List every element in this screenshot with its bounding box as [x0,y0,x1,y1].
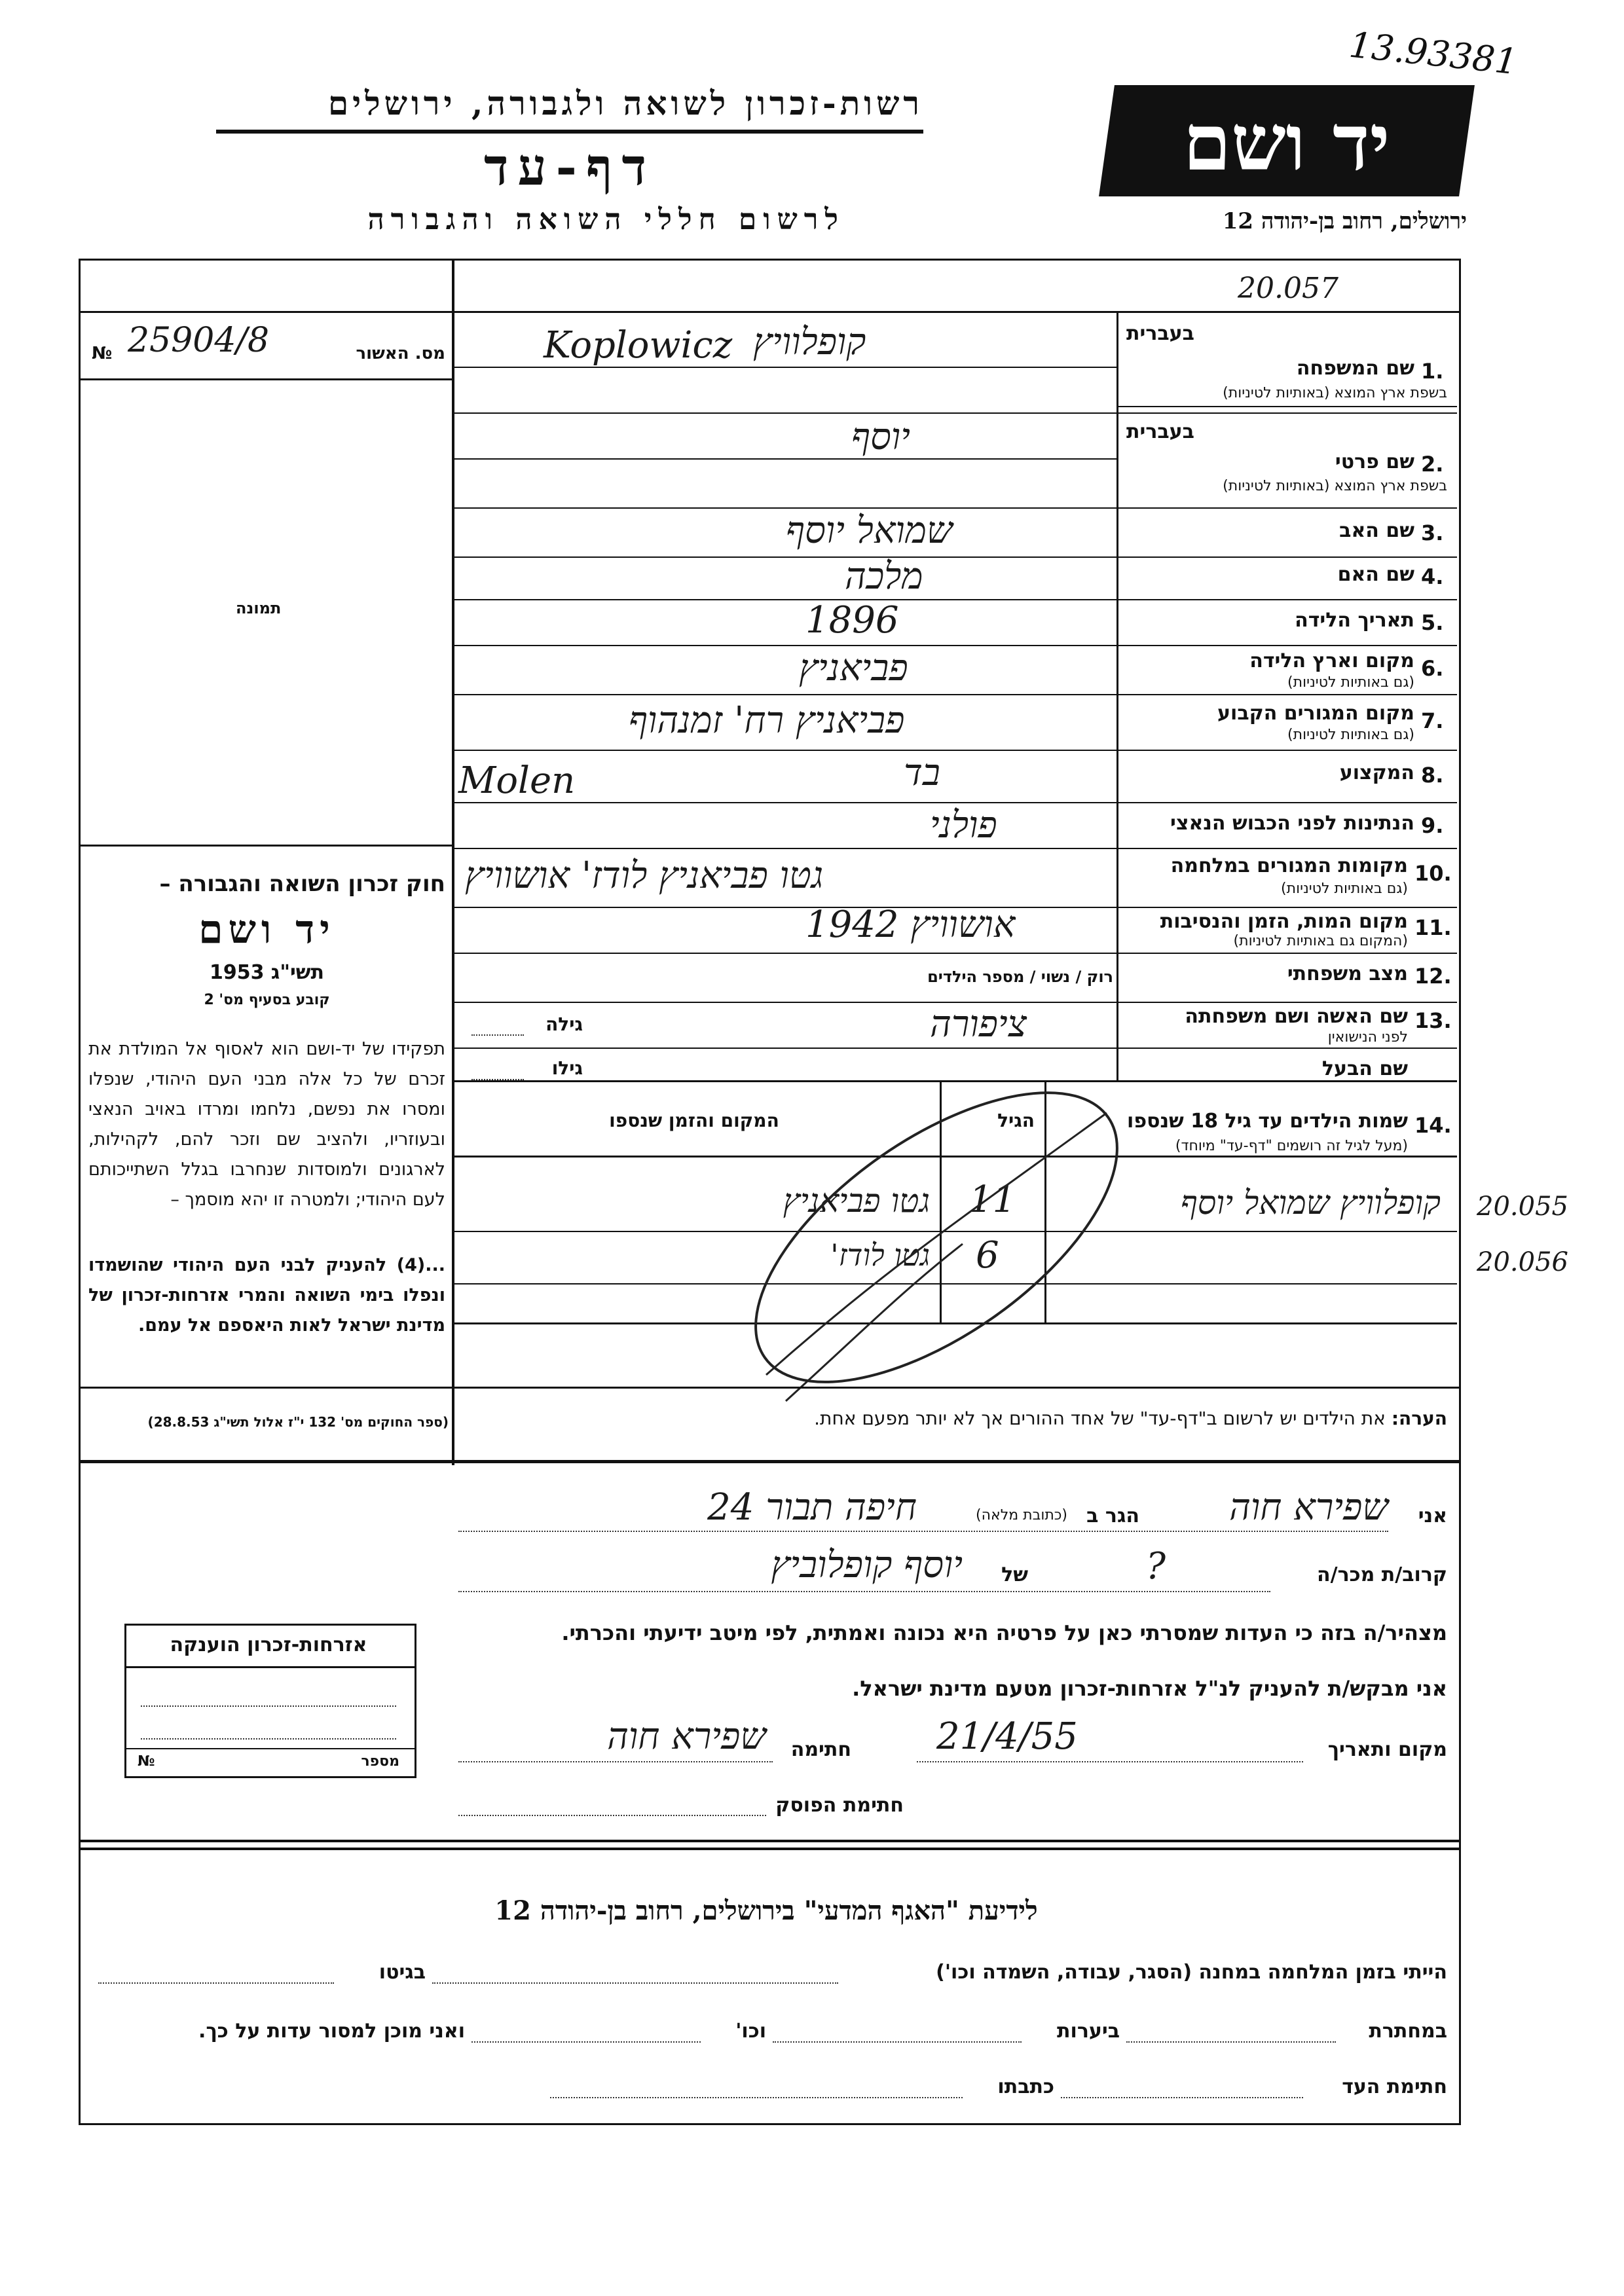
decl-address-value: חיפה תבור 24 [707,1486,917,1529]
field-12-label: מצב משפחתי [1287,962,1408,985]
field-2-sub: בשפת ארץ המוצא (באותיות לטיניות) [1223,478,1447,494]
margin-number-1: 20.055 [1477,1192,1568,1222]
field-6-label: מקום וארץ הלידה [1249,649,1414,672]
decl-resides-label: הגר ב [1086,1504,1139,1527]
approval-no-label: № [92,344,113,363]
field-3-label: שם האב [1339,519,1414,542]
photo-label: תמונה [236,599,282,617]
field-4-label: שם האם [1337,563,1414,586]
handwritten-scribble [688,1074,1185,1440]
field-6-number: 6. [1421,656,1444,681]
row-rule [454,694,1457,695]
top-right-number: 20.057 [1238,272,1338,305]
decl-i-label: אני [1418,1504,1447,1527]
field-7-label: מקום המגורים הקבוע [1217,702,1414,725]
footer-line2-b-dots [773,2041,1022,2043]
field-1-value-latin: Koplowicz [544,324,733,367]
decl-signature-line [458,1761,773,1762]
field-7-sub: (גם באותיות לטיניות) [1287,727,1414,743]
field-8-number: 8. [1421,763,1444,788]
field-9-value: פולני [930,804,997,847]
decl-place-date-value: 21/4/55 [936,1715,1078,1758]
field-3-number: 3. [1421,520,1444,545]
yad-vashem-logo [1099,85,1475,196]
field-6-sub: (גם באותיות לטיניות) [1287,674,1414,691]
row-rule [454,1048,1457,1049]
row-rule [454,848,1457,849]
footer-line1-b-dots [98,1982,334,1984]
field-2-number: 2. [1421,452,1444,477]
decl-official-sig-line [458,1815,766,1816]
header-rule [216,130,923,134]
law-text-1: תפקידו של יד-ושם הוא לאסוף אל המולדת את זכרם של כל אלה מבני העם היהודי, שנפלו ומסרו את נפשם, נלחמו ומרדו באויב הנאצי ובעוזריו, ולהציב שם וזכר להם, לקהילות, לארגונים ולמוסדות שנחרבו בגלל השתייכותם לעם היהודי; ולמטרה זו יהא מוסמך – [88,1039,445,1210]
approval-rule [79,378,453,380]
law-text-2: ...(4) להעניק לבני העם היהודי שהושמדו ונפלו בימי השואה והמרי אזרחות-זכרון של מדינת ישראל לאות היאספם אל עמם. [88,1255,445,1336]
field-2-label: שם פרטי [1335,450,1414,473]
decl-statement: מצהיר/ה בזה כי העדות שמסרתי כאן על פרטיה היא נכונה ואמתית, לפי מיטב ידיעתי והכרתי. [561,1620,1447,1645]
law-source-rule [79,1387,1459,1389]
decl-official-sig-label: חתימת הפוסק [775,1794,904,1817]
field-10-value: גטו פביאניץ לודז' אושוויץ [465,854,824,897]
form-subtitle: לרשום חללי השואה והגבורה [367,203,845,236]
footer-title: לידיעת "האגף המדעי" בירושלים, רחוב בן-יהודה 12 [494,1895,1038,1926]
citizenship-line-2 [141,1738,396,1740]
org-line: רשות-זכרון לשואה ולגבורה, ירושלים [327,84,923,122]
margin-number-2: 20.056 [1477,1247,1568,1277]
child-2-age: 6 [976,1234,999,1277]
field-11-value: אושוויץ 1942 [805,903,1016,946]
field-1-label: שם המשפחה [1296,357,1414,380]
children-note-text: את הילדים יש לרשום ב"דף-עד" של אחד ההורים אך לא יותר מפעם אחת. [814,1408,1386,1429]
row-rule [454,507,1457,509]
decl-signature-label: חתימה [790,1738,851,1761]
field-12-number: 12. [1414,964,1452,989]
decl-i-value: שפירא חוה [1229,1486,1388,1529]
footer-line3-b-dots [550,2097,963,2098]
field-4-number: 4. [1421,564,1444,589]
field-5-label: תאריך הלידה [1295,609,1414,632]
declaration-top-rule [79,1460,1459,1463]
approval-value: 25904/8 [128,321,270,360]
row-rule [454,458,1116,460]
field-7-value: פביאניץ רח' זמנהוף [629,699,905,742]
row-rule [454,367,1116,368]
children-note-label: הערה: [1391,1408,1447,1429]
children-sub: (מעל לגיל זה רושמים "דף-עד" מיוחד) [1175,1138,1408,1154]
row-rule [454,412,1457,414]
footer-line2-b: ביערות [1057,2020,1120,2043]
form-title: דף-עד [484,137,655,197]
field-10-label: מקומות המגורים במלחמה [1170,854,1408,877]
footer-line2-a-dots [1126,2041,1336,2043]
stamp-number: 13.93381 [1347,24,1520,83]
footer-line2-d: ואני מוכן למסור עדות על כך. [198,2020,465,2043]
field-6-value: פביאניץ [799,647,908,689]
decl-request: אני מבקש/ת להעניק לנ"ל אזרחות-זכרון מטעם מדינת ישראל. [852,1676,1447,1701]
approval-label: מס. האשור [356,344,445,363]
field-1-value-hebrew: קופלוויץ [753,321,866,363]
field-8-label: המקצוע [1339,761,1414,784]
husband-age-label: גילו [551,1057,583,1079]
field-12-options: רוק / נשוי / מספר הילדים [927,968,1113,986]
field-5-number: 5. [1421,610,1444,635]
decl-of-value: יוסף קופלוביץ [771,1544,963,1586]
decl-relative-label: קרוב/ת מכר/ה [1317,1563,1447,1586]
field-8-value-latin: Molen [458,759,576,802]
law-name: יד ושם [198,907,335,953]
top-row-rule [79,311,1459,313]
children-note [458,1408,1447,1429]
citizenship-no: № [138,1753,155,1770]
decl-relation-value: ? [1146,1545,1166,1588]
field-11-number: 11. [1414,915,1452,940]
law-clause: קובע בסעיף מס' 2 [204,992,330,1008]
wife-age-label: גילה [545,1013,583,1035]
footer-line3-b: כתבתו [997,2075,1054,2098]
field-14-number: 14. [1414,1113,1452,1138]
field-13-sub: לפני הנישואין [1327,1029,1408,1046]
row-rule [1116,406,1457,407]
footer-top-rule-2 [79,1848,1459,1850]
footer-line1-a-dots [432,1982,838,1984]
law-source: (ספר החוקים מס' 132 י"ז אלול תשי"ג 28.8.53) [147,1414,449,1430]
row-rule [454,953,1457,954]
field-13-number: 13. [1414,1008,1452,1033]
footer-line3-a-dots [1061,2097,1303,2098]
wife-age-line [471,1034,524,1036]
footer-line3-a: חתימת העד [1342,2075,1447,2098]
decl-address-line [458,1531,1388,1532]
citizenship-line-1 [141,1705,396,1707]
row-rule [454,556,1457,558]
photo-bottom-rule [79,845,453,847]
row-rule [454,599,1457,600]
field-8-value-hebrew: בד [904,752,940,794]
footer-line2-c-dots [471,2041,701,2043]
decl-signature-value: שפירא חוה [607,1715,766,1758]
footer-line2-c: וכו' [735,2020,766,2043]
field-9-number: 9. [1421,813,1444,838]
children-col-age: הגיל [997,1110,1035,1131]
citizenship-rule [124,1666,416,1668]
footer-line1-b: בגיטו [378,1961,426,1984]
field-7-number: 7. [1421,708,1444,733]
decl-address-hint: (כתובת מלאה) [976,1507,1067,1523]
label-column-divider [1116,311,1118,1080]
footer-line2-a: במחתרת [1369,2020,1447,2043]
law-year: תשי"ג 1953 [209,961,325,984]
citizenship-title: אזרחות-זכרון הוענקה [170,1633,367,1656]
field-4-value: מלכה [845,555,923,598]
field-1-sub: בשפת ארץ המוצא (באותיות לטיניות) [1223,385,1447,401]
field-11-label: מקום המות, הזמן והנסיבות [1160,910,1408,933]
field-3-value: שמואל יוסף [786,509,953,552]
field-2-value: יוסף [851,416,910,458]
decl-place-date-label: מקום ותאריך [1327,1738,1447,1761]
field-10-sub: (גם באותיות לטיניות) [1281,881,1408,897]
citizenship-number-rule [124,1748,416,1749]
field-11-sub: (המקום גם באותיות לטיניות) [1233,933,1408,949]
row-rule [454,802,1457,803]
footer-top-rule [79,1840,1459,1842]
children-col-place: המקום והזמן שנספו [609,1110,779,1131]
row-rule [454,645,1457,646]
decl-of-label: של [1001,1563,1028,1586]
field-13-label: שם האשה ושם משפחתה [1185,1005,1408,1028]
child-1-place: גטו פביאניץ [783,1182,930,1220]
citizenship-number-label: מספר [361,1753,399,1770]
field-2-lang: בעברית [1126,420,1194,443]
husband-label: שם הבעל [1321,1057,1408,1080]
field-1-lang: בעברית [1126,322,1194,345]
child-2-place: גטו לודז' [830,1237,930,1273]
field-9-label: הנתינות לפני הכבוש הנאצי [1170,812,1414,835]
footer-line1-a: הייתי בזמן המלחמה במחנה (הסגר, עבודה, השמדה וכו') [936,1961,1447,1984]
field-1-number: 1. [1421,359,1444,384]
field-13-value: ציפורה [930,1003,1027,1046]
logo-text: יד ושם [1183,97,1390,188]
children-label: שמות הילדים עד גיל 18 שנספו [1127,1110,1408,1133]
child-1-name: קופלוויץ שמואל יוסף [1180,1184,1441,1222]
law-title: חוק זכרון השואה והגבורה – [159,871,445,897]
address: ירושלים, רחוב בן-יהודה 12 [1222,208,1467,234]
left-column-divider [452,261,454,1465]
decl-place-date-line [917,1761,1303,1762]
child-1-age: 11 [969,1178,1016,1221]
husband-age-line [471,1079,524,1080]
field-5-value: 1896 [805,599,899,642]
row-rule [454,750,1457,751]
decl-of-line [458,1591,1270,1592]
field-10-number: 10. [1414,861,1452,886]
